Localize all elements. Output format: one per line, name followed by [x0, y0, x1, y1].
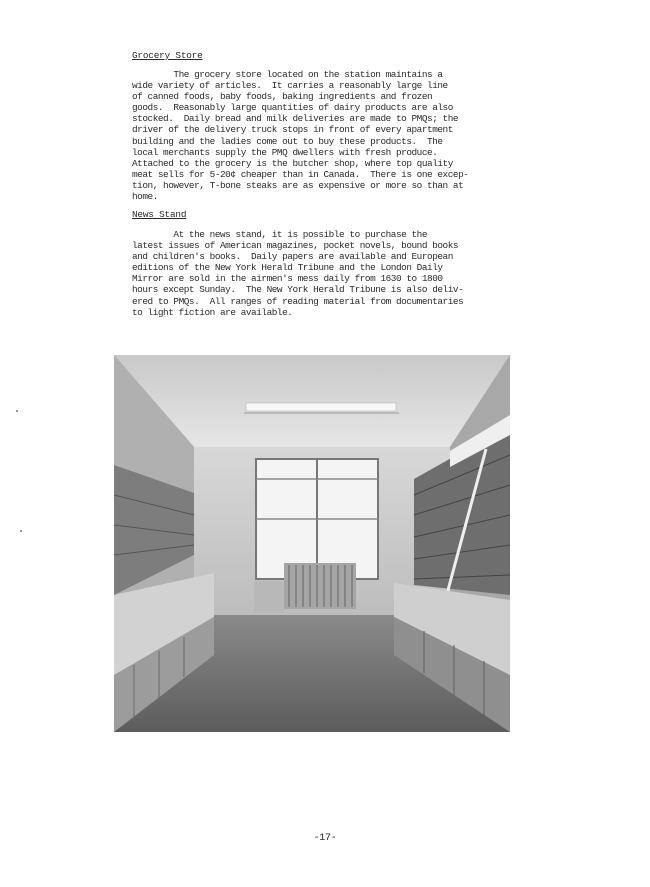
scan-speck	[20, 530, 22, 532]
text-line: to light fiction are available.	[132, 306, 293, 318]
scan-speck	[16, 410, 18, 412]
text-line: home.	[132, 191, 158, 203]
section-heading-grocery-store: Grocery Store	[132, 50, 203, 61]
text-line: tion, however, T-bone steaks are as expensive or more so than at	[132, 179, 464, 191]
text-line: goods. Reasonably large quantities of dairy products are also	[132, 102, 453, 114]
text-line: editions of the New York Herald Tribune and the London Daily	[132, 262, 443, 274]
text-line: The grocery store located on the station maintains a	[132, 69, 443, 80]
grocery-store-paragraph	[132, 69, 482, 202]
text-line: hours except Sunday. The New York Herald Tribune is also deliv-	[132, 284, 464, 296]
text-line: and children's books. Daily papers are available and European	[132, 251, 453, 263]
text-line: meat sells for 5-20¢ cheaper than in Canada. There is one excep-	[132, 168, 469, 180]
text-line: stocked. Daily bread and milk deliveries are made to PMQs; the	[132, 113, 459, 125]
text-line: Mirror are sold in the airmen's mess daily from 1630 to 1800	[132, 273, 443, 285]
news-stand-photo-illustration	[114, 355, 510, 732]
text-line: of canned foods, baby foods, baking ingredients and frozen	[132, 91, 433, 103]
text-line: building and the ladies come out to buy these products. The	[132, 135, 443, 147]
text-line: driver of the delivery truck stops in front of every apartment	[132, 124, 453, 136]
text-line: Attached to the grocery is the butcher shop, where top quality	[132, 157, 453, 169]
text-line: latest issues of American magazines, pocket novels, bound books	[132, 240, 459, 252]
news-stand-photo	[114, 355, 510, 732]
text-line: At the news stand, it is possible to purchase the	[132, 229, 428, 240]
section-heading-news-stand: News Stand	[132, 209, 187, 220]
text-line: local merchants supply the PMQ dwellers with fresh produce.	[132, 146, 438, 158]
text-line: ered to PMQs. All ranges of reading material from documentaries	[132, 295, 464, 307]
page-number: -17-	[313, 833, 337, 844]
text-line: wide variety of articles. It carries a reasonably large line	[132, 80, 448, 92]
news-stand-paragraph	[132, 229, 482, 318]
